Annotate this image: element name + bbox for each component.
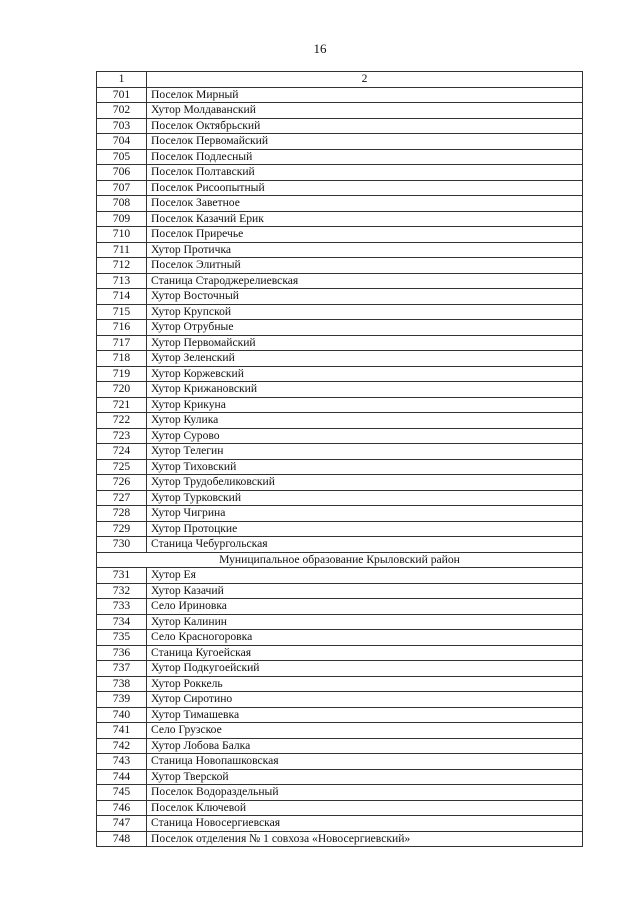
row-number: 734 [97,614,147,630]
section-heading: Муниципальное образование Крыловский район [97,552,583,568]
settlement-name: Хутор Крупской [147,304,583,320]
settlement-name: Поселок Рисоопытный [147,180,583,196]
settlement-name: Поселок Заветное [147,196,583,212]
settlement-name: Хутор Крижановский [147,382,583,398]
settlement-name: Хутор Сиротино [147,692,583,708]
settlement-name: Хутор Отрубные [147,320,583,336]
settlement-name: Поселок Октябрьский [147,118,583,134]
table-row [97,397,583,413]
table-row [97,583,583,599]
table-row [97,599,583,615]
row-number: 722 [97,413,147,429]
settlement-name: Поселок Полтавский [147,165,583,181]
table-row [97,211,583,227]
row-number: 737 [97,661,147,677]
settlement-name: Станица Чебургольская [147,537,583,553]
table-row [97,614,583,630]
settlement-name: Хутор Тверской [147,769,583,785]
row-number: 724 [97,444,147,460]
settlement-name: Станица Кугоейская [147,645,583,661]
row-number: 714 [97,289,147,305]
table-row [97,180,583,196]
settlement-name: Село Красногоровка [147,630,583,646]
row-number: 710 [97,227,147,243]
row-number: 740 [97,707,147,723]
table-row [97,816,583,832]
settlements-table [96,71,583,847]
table-row [97,506,583,522]
table-row [97,661,583,677]
settlement-name: Поселок Мирный [147,87,583,103]
table-row [97,645,583,661]
row-number: 742 [97,738,147,754]
table-row [97,769,583,785]
row-number: 748 [97,831,147,847]
settlement-name: Поселок Подлесный [147,149,583,165]
row-number: 713 [97,273,147,289]
row-number: 746 [97,800,147,816]
settlement-name: Поселок Казачий Ерик [147,211,583,227]
row-number: 747 [97,816,147,832]
settlement-name: Поселок Ключевой [147,800,583,816]
row-number: 701 [97,87,147,103]
page-number: 16 [313,41,327,56]
column-header-number: 1 [97,72,147,88]
table-row [97,242,583,258]
settlement-name: Хутор Первомайский [147,335,583,351]
settlement-name: Хутор Тимашевка [147,707,583,723]
row-number: 711 [97,242,147,258]
row-number: 723 [97,428,147,444]
table-row [97,738,583,754]
row-number: 733 [97,599,147,615]
settlement-name: Хутор Сурово [147,428,583,444]
table-row [97,289,583,305]
row-number: 715 [97,304,147,320]
table-row [97,459,583,475]
table-row [97,258,583,274]
settlement-name: Поселок Первомайский [147,134,583,150]
settlement-name: Село Ириновка [147,599,583,615]
table-row [97,351,583,367]
table-row [97,87,583,103]
row-number: 728 [97,506,147,522]
settlement-name: Хутор Крикуна [147,397,583,413]
table-row [97,537,583,553]
settlement-name: Поселок Элитный [147,258,583,274]
table-row [97,490,583,506]
settlement-name: Хутор Подкугоейский [147,661,583,677]
table-row [97,382,583,398]
column-header-name: 2 [147,72,583,88]
table-row [97,707,583,723]
settlement-name: Хутор Коржевский [147,366,583,382]
table-row [97,475,583,491]
row-number: 712 [97,258,147,274]
row-number: 704 [97,134,147,150]
settlement-name: Станица Новосергиевская [147,816,583,832]
table-row [97,444,583,460]
settlement-name: Поселок отделения № 1 совхоза «Новосергиевский» [147,831,583,847]
table-row [97,413,583,429]
settlement-name: Хутор Кулика [147,413,583,429]
table-row [97,320,583,336]
table-row [97,118,583,134]
row-number: 730 [97,537,147,553]
settlement-name: Поселок Приречье [147,227,583,243]
row-number: 705 [97,149,147,165]
table-row [97,227,583,243]
table-body [97,72,583,847]
row-number: 702 [97,103,147,119]
settlement-name: Село Грузское [147,723,583,739]
table-row [97,630,583,646]
table-row [97,428,583,444]
settlement-name: Хутор Протичка [147,242,583,258]
settlement-name: Поселок Водораздельный [147,785,583,801]
row-number: 741 [97,723,147,739]
table-row [97,134,583,150]
settlement-name: Хутор Телегин [147,444,583,460]
settlement-name: Хутор Ея [147,568,583,584]
settlement-name: Хутор Молдаванский [147,103,583,119]
settlement-name: Хутор Калинин [147,614,583,630]
row-number: 709 [97,211,147,227]
settlement-name: Хутор Зеленский [147,351,583,367]
settlement-name: Хутор Турковский [147,490,583,506]
settlement-name: Хутор Тиховский [147,459,583,475]
row-number: 729 [97,521,147,537]
row-number: 719 [97,366,147,382]
section-heading-row [97,552,583,568]
table-row [97,366,583,382]
row-number: 735 [97,630,147,646]
table-row [97,304,583,320]
row-number: 738 [97,676,147,692]
table-row [97,676,583,692]
settlement-name: Хутор Восточный [147,289,583,305]
row-number: 707 [97,180,147,196]
table-row [97,273,583,289]
row-number: 743 [97,754,147,770]
row-number: 739 [97,692,147,708]
table-row [97,521,583,537]
row-number: 718 [97,351,147,367]
table-row [97,196,583,212]
table-row [97,800,583,816]
row-number: 706 [97,165,147,181]
table-header-row [97,72,583,88]
row-number: 721 [97,397,147,413]
settlement-name: Хутор Чигрина [147,506,583,522]
settlement-name: Хутор Трудобеликовский [147,475,583,491]
row-number: 732 [97,583,147,599]
settlement-name: Хутор Казачий [147,583,583,599]
settlement-name: Хутор Протоцкие [147,521,583,537]
table-row [97,831,583,847]
row-number: 731 [97,568,147,584]
table-row [97,754,583,770]
row-number: 736 [97,645,147,661]
table-row [97,103,583,119]
row-number: 726 [97,475,147,491]
table-row [97,335,583,351]
row-number: 720 [97,382,147,398]
row-number: 717 [97,335,147,351]
table-row [97,568,583,584]
table-row [97,165,583,181]
row-number: 703 [97,118,147,134]
table-row [97,692,583,708]
row-number: 727 [97,490,147,506]
row-number: 716 [97,320,147,336]
row-number: 744 [97,769,147,785]
table-row [97,785,583,801]
settlement-name: Хутор Роккель [147,676,583,692]
settlement-name: Станица Староджерелиевская [147,273,583,289]
table-row [97,723,583,739]
table-row [97,149,583,165]
settlement-name: Станица Новопашковская [147,754,583,770]
row-number: 708 [97,196,147,212]
row-number: 725 [97,459,147,475]
row-number: 745 [97,785,147,801]
settlement-name: Хутор Лобова Балка [147,738,583,754]
